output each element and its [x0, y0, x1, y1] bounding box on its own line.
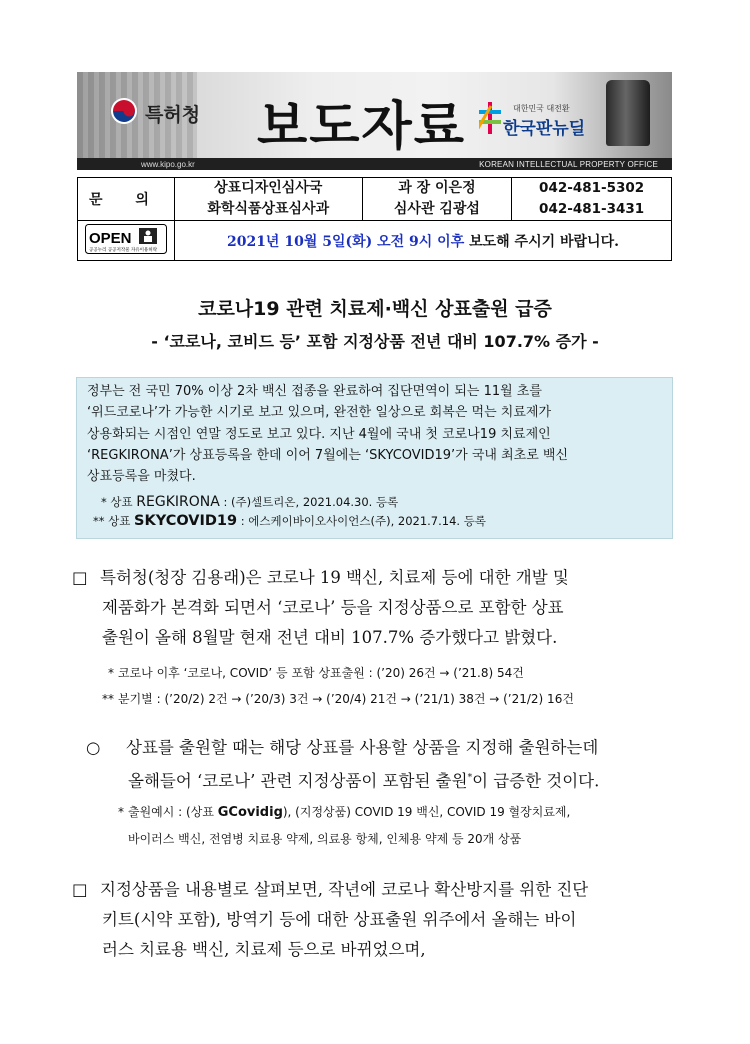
- campaign-subtitle: 대한민국 대전환: [513, 104, 570, 113]
- paragraph-line: 올해들어 ‘코로나’ 관련 지정상품이 포함된 출원*이 급증한 것이다.: [128, 771, 600, 791]
- paragraph-line: 키트(시약 포함), 방역기 등에 대한 상표출원 위주에서 올해는 바이: [102, 910, 577, 929]
- summary-line: 정부는 전 국민 70% 이상 2차 백신 접종을 완료하여 집단면역이 되는 11월 초를: [87, 384, 542, 399]
- staff-examiner: 심사관 김광섭: [393, 201, 480, 217]
- campaign-title: 한국판뉴딜: [503, 119, 586, 139]
- release-instruction: 보도해 주시기 바랍니다.: [464, 233, 619, 250]
- brand-regkirona: REGKIRONA: [136, 494, 220, 511]
- open-license-label: OPEN: [88, 229, 132, 247]
- headline: 코로나19 관련 치료제·백신 상표출원 급증: [198, 298, 552, 320]
- open-license-sublabel: 공공누리 공공저작물 자유이용허락: [88, 247, 158, 253]
- inquiry-label: 문 의: [78, 178, 175, 221]
- staff-cell: [362, 178, 512, 221]
- footnote-covid-filings: * 코로나 이후 ‘코로나, COVID’ 등 포함 상표출원 : (’20) 26건 → (’21.8) 54건: [108, 666, 524, 680]
- paragraph-line: 러스 치료용 백신, 치료제 등으로 바뀌었으며,: [102, 940, 426, 959]
- paragraph-3: [72, 875, 684, 965]
- summary-note-skycovid: ** 상표 SKYCOVID19 : 에스케이바이오사이언스(주), 2021.7.14. 등록: [93, 513, 486, 530]
- summary-line: 상표등록을 마쳤다.: [87, 469, 196, 485]
- phone-examiner: 042-481-3431: [539, 201, 645, 217]
- government-emblem-icon: [109, 96, 139, 126]
- brand-skycovid: SKYCOVID19: [134, 513, 238, 530]
- staff-director: 과 장 이은정: [398, 180, 476, 196]
- department-name: 상표디자인심사국: [214, 180, 323, 196]
- phone-cell: [512, 178, 672, 221]
- footnote-filing-example: * 출원예시 : (상표 GCovidig), (지정상품) COVID 19 백신, COVID 19 혈장치료제,: [118, 805, 571, 820]
- footnote-filing-example-cont: 바이러스 백신, 전염병 치료용 약제, 의료용 항체, 인체용 약제 등 20개 상품: [128, 832, 522, 846]
- circle-marker-icon: ○: [86, 738, 101, 757]
- paragraph-line: 출원이 올해 8월말 현재 전년 대비 107.7% 증가했다고 밝혔다.: [102, 628, 558, 647]
- footnote-quarterly: ** 분기별 : (’20/2) 2건 → (’20/3) 3건 → (’20/4) 21건 → (’21/1) 38건 → (’21/2) 16건: [102, 692, 574, 706]
- agency-url[interactable]: www.kipo.go.kr: [141, 160, 195, 169]
- summary-line: 상용화되는 시점인 연말 정도로 보고 있다. 지난 4월에 국내 첫 코로나19 치료제인: [87, 426, 551, 442]
- open-license-cell: [78, 221, 175, 261]
- phone-director: 042-481-5302: [539, 180, 645, 196]
- division-name: 화학식품상표심사과: [207, 201, 330, 217]
- paragraph-line: 상표를 출원할 때는 해당 상표를 사용할 상품을 지정해 출원하는데: [126, 738, 599, 757]
- release-date: 2021년 10월 5일(화) 오전 9시 이후: [226, 233, 465, 250]
- department-cell: [174, 178, 362, 221]
- agency-name: 특허청: [145, 104, 201, 126]
- summary-note-regkirona: * 상표 REGKIRONA : (주)셀트리온, 2021.04.30. 등록: [101, 494, 399, 511]
- paragraph-2: [86, 733, 686, 797]
- checkbox-marker-icon: □: [72, 880, 88, 899]
- agency-english-name: KOREAN INTELLECTUAL PROPERTY OFFICE: [479, 160, 658, 169]
- release-time-cell: [174, 221, 671, 261]
- press-release-title: 보도자료: [257, 97, 466, 157]
- seal-stamp-image: [606, 80, 650, 146]
- press-release-banner: [77, 72, 672, 170]
- paragraph-line: 제품화가 본격화 되면서 ‘코로나’ 등을 지정상품으로 포함한 상표: [102, 598, 564, 617]
- summary-line: ‘위드코로나’가 가능한 시기로 보고 있으며, 완전한 일상으로 회복은 먹는 치료제가: [87, 405, 552, 421]
- paragraph-1: [72, 563, 684, 653]
- summary-box: [76, 377, 673, 539]
- checkbox-marker-icon: □: [72, 568, 88, 587]
- summary-line: ‘REGKIRONA’가 상표등록을 한데 이어 7월에는 ‘SKYCOVID19’가 국내 최초로 백신: [87, 447, 569, 463]
- paragraph-line: 특허청(청장 김용래)은 코로나 19 백신, 치료제 등에 대한 개발 및: [100, 568, 569, 587]
- open-license-icon: [85, 224, 167, 254]
- paragraph-line: 지정상품을 내용별로 살펴보면, 작년에 코로나 확산방지를 위한 진단: [100, 880, 589, 899]
- contact-table: [77, 177, 672, 261]
- new-deal-logo-icon: [479, 102, 501, 134]
- brand-gcovidig: GCovidig: [217, 805, 283, 820]
- subheadline: - ‘코로나, 코비드 등’ 포함 지정상품 전년 대비 107.7% 증가 -: [151, 332, 599, 351]
